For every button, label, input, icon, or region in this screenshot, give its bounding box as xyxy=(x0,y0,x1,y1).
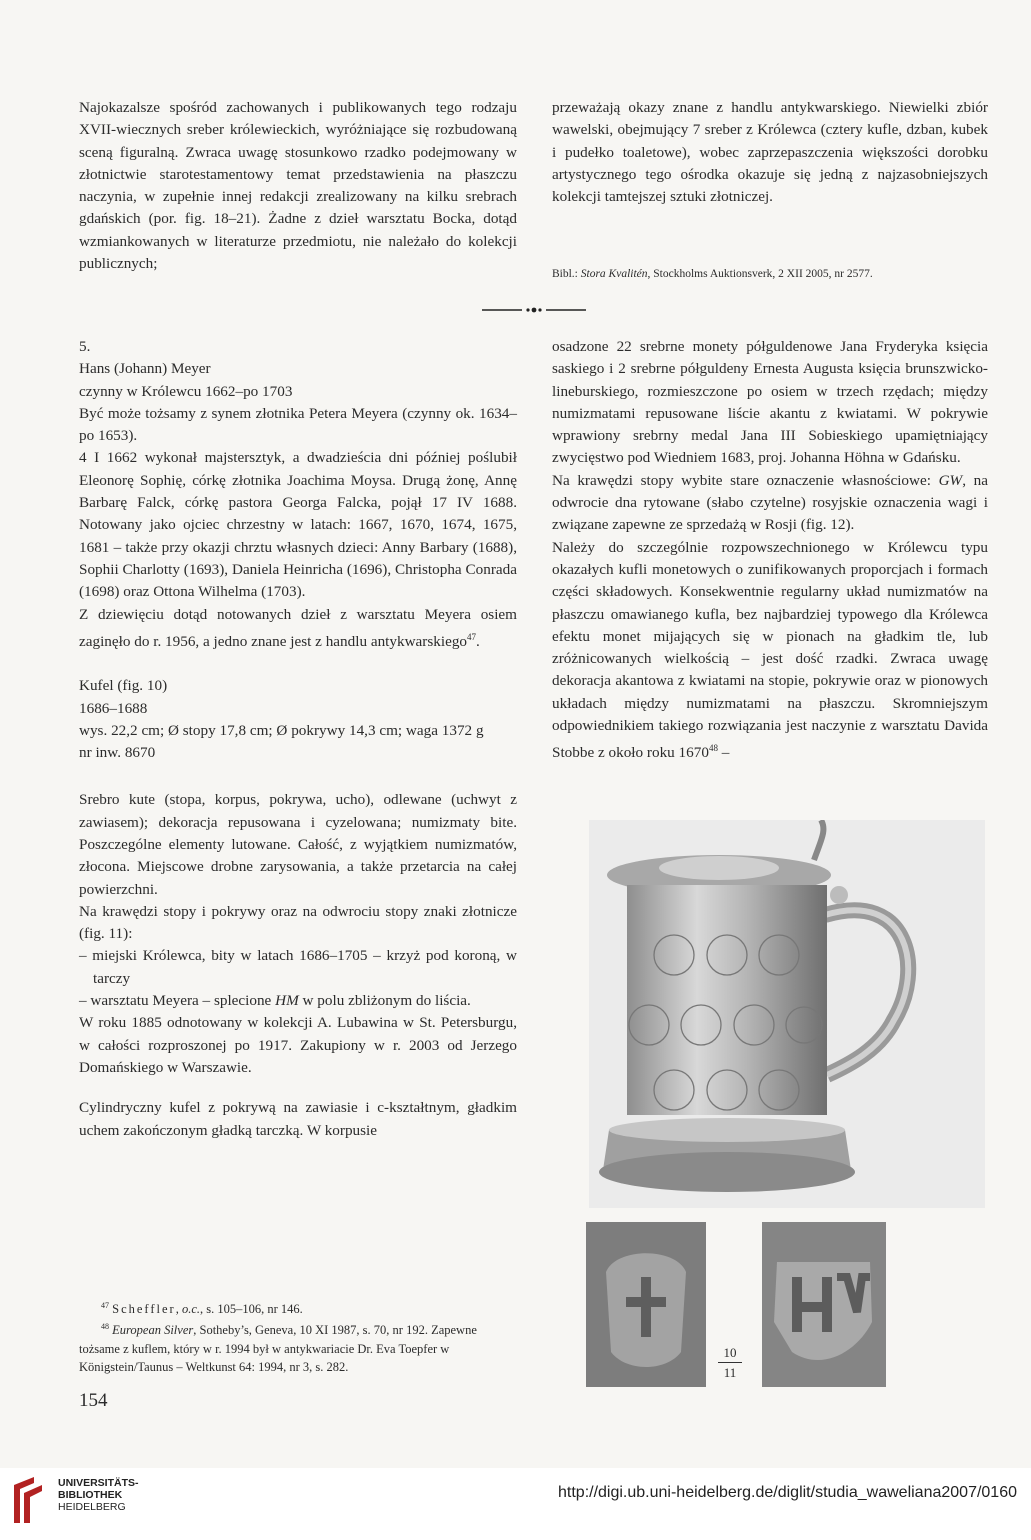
footnote-48 xyxy=(79,1318,517,1376)
mark-1: – miejski Królewca, bity w latach 1686–1705 – krzyż pod koroną, w tarczy xyxy=(79,947,517,987)
object-inventory: nr inw. 8670 xyxy=(79,744,156,762)
top-right-column xyxy=(552,97,988,208)
bibl-prefix: Bibl.: xyxy=(552,268,581,280)
bibl-rest: , Stockholms Auktionsverk, 2 XII 2005, nr 2577. xyxy=(647,268,873,280)
library-name-line3: HEIDELBERG xyxy=(58,1501,126,1513)
description-p2-post: , na odwrocie dna rytowane (słabo czytelne) rosyjskie oznaczenia wagi i związane zapewne ze sprzedażą w Rosji (fig. 12). xyxy=(552,471,988,534)
section-divider-ornament xyxy=(482,306,586,314)
bibl-title: Stora Kvalitén xyxy=(580,268,648,280)
maker-name: Hans (Johann) Meyer xyxy=(79,360,211,378)
top-right-paragraph: przeważają okazy znane z handlu antykwarskiego. Niewielki zbiór wawelski, obejmujący 7 sreber z Królewca (cztery kufle, dzban, kubek i pudełko toaletowe), wobec zaprzepaszczenia większości dorobku artystycznego tego ośrodka okazuje się jedną z najzasobniejszych kolekcji tamtejszej sztuki złotniczej. xyxy=(552,99,988,206)
object-dimensions: wys. 22,2 cm; Ø stopy 17,8 cm; Ø pokrywy 14,3 cm; waga 1372 g xyxy=(79,721,484,739)
footnotes xyxy=(79,1297,517,1377)
top-left-column xyxy=(79,97,517,275)
maker-bio-2: 4 I 1662 wykonał majstersztyk, a dwadzieścia dni później poślubił Eleonorę Sophię, córkę złotnika Joachima Moysa. Drugą żonę, Annę Barbarę Falck, córkę pastora Georga Falcka, pojął 17 IV 1688. Notowany jako ojciec chrzestny w latach: 1667, 1670, 1674, 1675, 1681 – także przy okazji chrztu własnych dzieci: Anny Barbary (1688), Sophii Charlotty (1693), Daniela Heinricha (1696), Christopha Conrada (1698) oraz Ottona Wilhelma (1703). xyxy=(79,449,517,601)
bibliography xyxy=(552,266,992,282)
footnote-48-em: European Silver xyxy=(112,1323,194,1338)
description-p3-end: – xyxy=(717,744,730,762)
tankard-photo xyxy=(589,820,985,1208)
entry-number: 5. xyxy=(79,338,91,355)
page-number: 154 xyxy=(79,1390,108,1411)
figure-label-11: 11 xyxy=(723,1365,737,1380)
top-left-paragraph: Najokazalsze spośród zachowanych i publikowanych tego rodzaju XVII-wiecznych sreber królewieckich, wyróżniające się rozbudowaną sceną figuralną. Zwraca uwagę stosunkowo rzadko podejmowany w złotnictwie starotestamentowy temat przedstawienia na płaszczu naczynia, w zupełnie innej redakcji zrealizowany na kilku srebrach gdańskich (por. fig. 18–21). Żadne z dzieł warsztatu Bocka, dotąd wzmiankowanych w literaturze przedmiotu, nie należało do kolekcji publicznych; xyxy=(79,99,517,273)
maker-bio-1: Być może tożsamy z synem złotnika Petera Meyera (czynny ok. 1634–po 1653). xyxy=(79,404,517,445)
footnote-48-rest: , Sotheby’s, Geneva, 10 XI 1987, s. 70, nr 192. Zapewne tożsame z kuflem, który w r. 1994 był w antykwariacie Dr. Eva Toepfer w Königstein/Taunus – Weltkunst 64: 1994, nr 3, s. 282. xyxy=(79,1323,477,1375)
description-start: Cylindryczny kufel z pokrywą na zawiasie i c-kształtnym, gładkim uchem zakończonym gładką tarczką. W korpusie xyxy=(79,1099,517,1139)
maker-bio-3: Z dziewięciu dotąd notowanych dzieł z warsztatu Meyera osiem zaginęło do r. 1956, a jedno znane jest z handlu antykwarskiego$^{47}$. xyxy=(79,605,517,650)
description-p3-text: Należy do szczególnie rozpowszechnionego w Królewcu typu okazałych kufli monetowych o zunifikowanych proporcjach i formach części składowych. Konsekwentnie regularny układ numizmatów na płaszczu omawianego kufla, bez najbardziej typowego dla Królewca efektu monet mijających się w pionach na gładkim tle, lub zróżnicowanych wielkością – jest dość rzadki. Zwraca uwagę dekoracja akantowa z kwiatami na stopie, pokrywie oraz w pionowych układach między numizmatami na płaszczu. Skromniejszym odpowiednikiem takiego rozwiązania jest naczynie z warsztatu Davida Stobbe z około roku 1670 xyxy=(552,538,988,762)
figure-label-10: 10 xyxy=(723,1345,737,1360)
entry-right-column xyxy=(552,336,988,765)
footnote-47-number: 47 xyxy=(101,1301,109,1310)
footnote-47-rest: , s. 105–106, nr 146. xyxy=(200,1302,303,1317)
entry-left-column xyxy=(79,336,517,1142)
description-p2 xyxy=(552,470,988,537)
mark-2-em: HM xyxy=(275,992,299,1010)
marks-intro: Na krawędzi stopy i pokrywy oraz na odwrociu stopy znaki złotnicze (fig. 11): xyxy=(79,902,517,943)
footnote-47-em: o.c. xyxy=(181,1302,201,1317)
description-p1: osadzone 22 srebrne monety półguldenowe Jana Fryderyka księcia saskiego i 2 srebrne półguldeny Ernesta Augusta księcia brunszwicko-lineburskiego, rozmieszczone po osiem w trzech rzędach; między numizmatami repusowane liście akantu z kwiatami. W pokrywie wprawiony srebrny medal Jana III Sobieskiego upamiętniający zwycięstwo pod Wiedniem 1683, proj. Johanna Höhna w Gdańsku. xyxy=(552,338,988,467)
maker-active: czynny w Królewcu 1662–po 1703 xyxy=(79,382,293,400)
provenance: W roku 1885 odnotowany w kolekcji A. Lubawina w St. Petersburgu, w całości rozproszonej po 1917. Zakupiony w r. 2003 od Jerzego Domańskiego w Warszawie. xyxy=(79,1014,517,1076)
description-p2-em: GW xyxy=(938,471,963,489)
object-title: Kufel (fig. 10) xyxy=(79,677,168,695)
object-date: 1686–1688 xyxy=(79,699,148,717)
footnote-ref-48: 48 xyxy=(708,743,718,754)
library-logo-icon xyxy=(12,1475,46,1525)
library-name-line2: BIBLIOTHEK xyxy=(58,1489,123,1501)
maker-mark-photo xyxy=(762,1222,886,1387)
footnote-48-number: 48 xyxy=(101,1322,109,1332)
figure-label xyxy=(718,1345,742,1380)
footnote-ref-47: 47 xyxy=(467,631,477,642)
library-name xyxy=(58,1477,139,1513)
maker-bio-3-text: Z dziewięciu dotąd notowanych dzieł z warsztatu Meyera osiem zaginęło do r. 1956, a jedno znane jest z handlu antykwarskiego xyxy=(79,605,517,650)
library-name-line1: UNIVERSITÄTS- xyxy=(58,1477,139,1489)
footnote-47: $^{47}$ Scheffler, o.c., s. 105–106, nr 146. xyxy=(101,1301,303,1317)
source-url[interactable]: http://digi.ub.uni-heidelberg.de/diglit/studia_waweliana2007/0160 xyxy=(558,1484,1017,1501)
mark-2-post: w polu zbliżonym do liścia. xyxy=(298,992,471,1010)
description-p2-pre: Na krawędzi stopy wybite stare oznaczenie własnościowe: xyxy=(552,471,939,489)
footer-bar xyxy=(0,1468,1031,1540)
description-p3 xyxy=(552,537,988,765)
mark-2 xyxy=(79,990,517,1012)
object-technique: Srebro kute (stopa, korpus, pokrywa, ucho), odlewane (uchwyt z zawiasem); dekoracja repusowana i cyzelowana; numizmaty bite. Poszczególne elementy lutowane. Całość, z wyjątkiem numizmatów, złocona. Miejscowe drobne zarysowania, a także przetarcia na całej powierzchni. xyxy=(79,791,517,898)
city-mark-photo xyxy=(586,1222,706,1387)
mark-2-pre: – warsztatu Meyera – splecione xyxy=(79,992,276,1010)
footnote-47-author: Scheffler xyxy=(112,1302,176,1317)
